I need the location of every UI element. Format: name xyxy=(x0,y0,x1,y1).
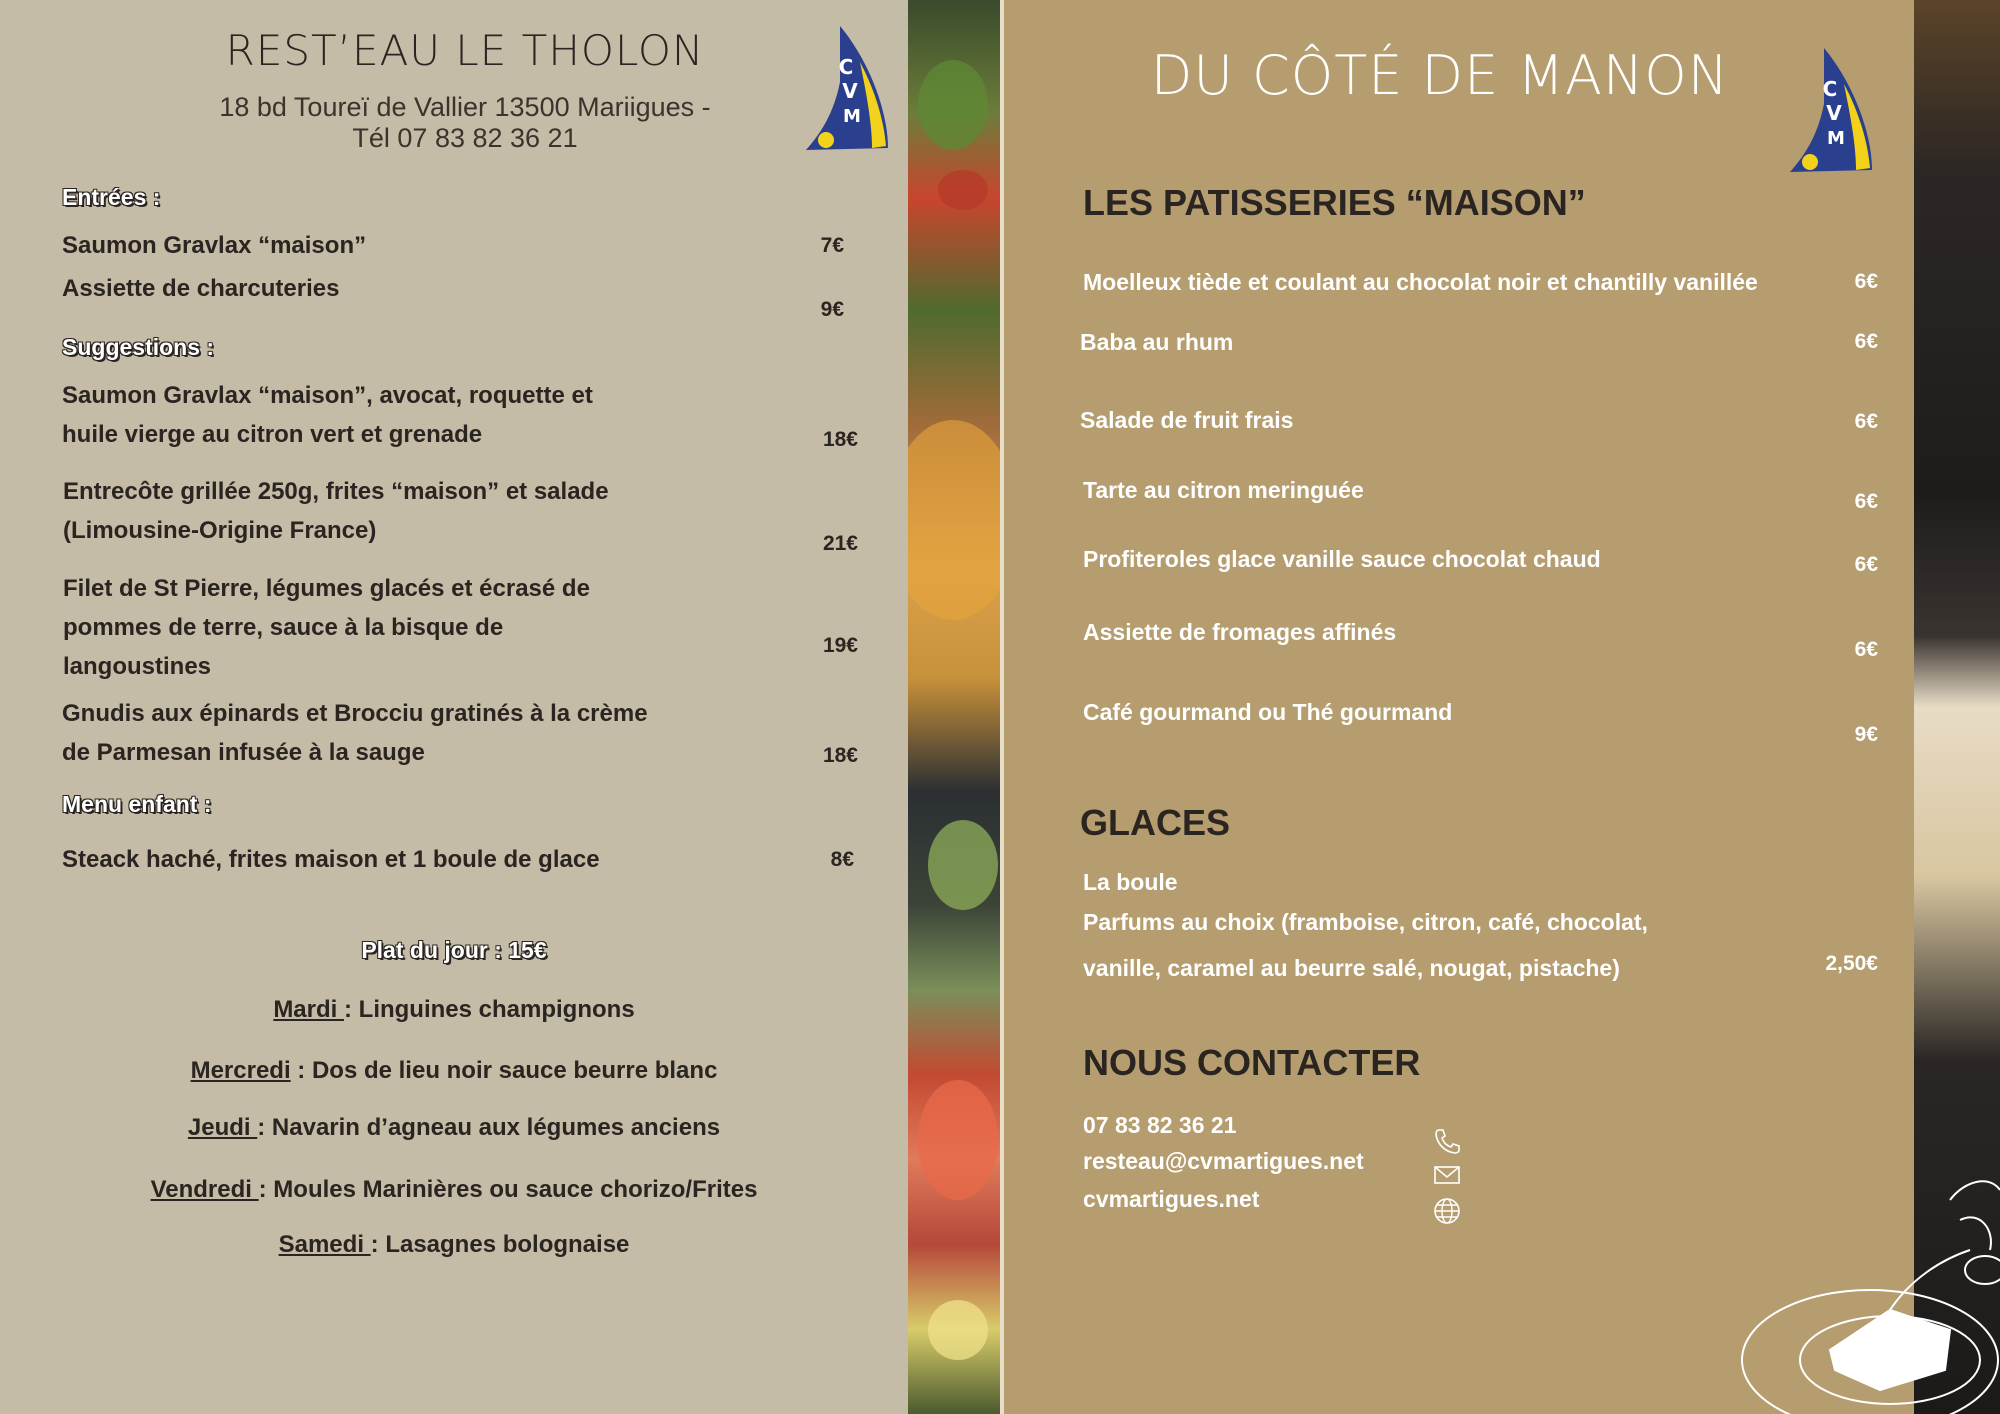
item-line: de Parmesan infusée à la sauge xyxy=(62,739,425,766)
day-name: Mercredi xyxy=(190,1057,291,1084)
menu-item: Assiette de fromages affinés xyxy=(1083,619,1397,645)
item-line: langoustines xyxy=(63,653,212,680)
contact-email[interactable]: resteau@cvmartigues.net xyxy=(1083,1148,1364,1174)
dessert-line-illustration xyxy=(1740,1160,2000,1414)
menu-item-price: 9€ xyxy=(1854,723,1878,746)
item-line: Gnudis aux épinards et Brocciu gratinés à la crème xyxy=(62,700,648,727)
day-name: Jeudi xyxy=(187,1114,258,1141)
cvm-sail-logo xyxy=(1784,44,1876,176)
glaces-line: Parfums au choix (framboise, citron, café, chocolat, xyxy=(1083,909,1648,935)
day-name: Samedi xyxy=(278,1231,371,1258)
menu-item-price: 8€ xyxy=(830,848,854,871)
menu-item: Baba au rhum xyxy=(1080,329,1234,355)
menu-item-price: 6€ xyxy=(1854,410,1878,433)
svg-text:M: M xyxy=(843,106,861,127)
suggestions-label: Suggestions : xyxy=(62,334,215,360)
restaurant-address xyxy=(150,92,780,154)
menu-item xyxy=(62,694,662,772)
plat-du-jour-row xyxy=(0,996,908,1024)
menu-item-price: 6€ xyxy=(1854,553,1878,576)
menu-item-price: 21€ xyxy=(822,532,858,555)
menu-item-price: 6€ xyxy=(1854,270,1878,293)
item-line: (Limousine-Origine France) xyxy=(63,517,377,544)
menu-item-price: 6€ xyxy=(1854,490,1878,513)
entrees-label: Entrées : xyxy=(62,184,161,210)
patisseries-heading: LES PATISSERIES “MAISON” xyxy=(1083,182,1586,223)
item-line: Saumon Gravlax “maison”, avocat, roquette et xyxy=(62,382,593,409)
item-line: Filet de St Pierre, légumes glacés et écrasé de xyxy=(63,575,590,602)
address-line: 18 bd Toureï de Vallier 13500 Mariigues - xyxy=(219,92,711,122)
menu-item-price: 18€ xyxy=(822,428,858,451)
day-name: Vendredi xyxy=(150,1176,259,1203)
menu-item-price: 7€ xyxy=(820,234,844,257)
globe-icon xyxy=(1432,1196,1462,1226)
dish-name: : Linguines champignons xyxy=(344,996,635,1023)
plat-du-jour-title: Plat du jour : 15€ xyxy=(361,937,547,963)
glaces-line: La boule xyxy=(1083,869,1178,895)
mail-icon xyxy=(1432,1160,1462,1190)
menu-item: Profiteroles glace vanille sauce chocolat chaud xyxy=(1083,546,1601,572)
food-photo-strip xyxy=(908,0,1000,1414)
contact-heading: NOUS CONTACTER xyxy=(1083,1042,1421,1083)
phone-line: Tél 07 83 82 36 21 xyxy=(352,123,578,153)
contact-website[interactable]: cvmartigues.net xyxy=(1083,1186,1260,1212)
restaurant-title: REST’EAU LE THOLON xyxy=(225,26,705,75)
menu-item-price: 18€ xyxy=(822,744,858,767)
svg-text:M: M xyxy=(1827,128,1845,149)
dish-name: : Navarin d’agneau aux légumes anciens xyxy=(257,1114,721,1141)
plat-du-jour-row xyxy=(0,1057,908,1085)
menu-item: Tarte au citron meringuée xyxy=(1083,477,1364,503)
cvm-sail-logo xyxy=(800,22,892,154)
day-name: Mardi xyxy=(273,996,344,1023)
menu-item: Assiette de charcuteries xyxy=(62,275,340,302)
item-line: pommes de terre, sauce à la bisque de xyxy=(63,614,504,641)
contact-phone[interactable]: 07 83 82 36 21 xyxy=(1083,1112,1237,1138)
menu-item xyxy=(63,472,663,550)
right-page-title: DU CÔTÉ DE MANON xyxy=(1150,44,1730,107)
plat-du-jour-row xyxy=(0,1176,908,1204)
glaces-heading: GLACES xyxy=(1080,802,1231,843)
menu-item-price: 6€ xyxy=(1854,330,1878,353)
menu-item xyxy=(62,376,662,454)
phone-icon xyxy=(1432,1126,1462,1156)
dish-name: : Dos de lieu noir sauce beurre blanc xyxy=(290,1057,718,1084)
glaces-line: vanille, caramel au beurre salé, nougat, pistache) xyxy=(1083,955,1620,981)
menu-item-price: 19€ xyxy=(822,634,858,657)
menu-item-price: 6€ xyxy=(1854,638,1878,661)
dish-name: : Moules Marinières ou sauce chorizo/Frites xyxy=(258,1176,758,1203)
menu-item: Moelleux tiède et coulant au chocolat noir et chantilly vanillée xyxy=(1083,269,1758,295)
menu-item: Café gourmand ou Thé gourmand xyxy=(1083,699,1453,725)
glaces-price: 2,50€ xyxy=(1825,952,1878,975)
menu-item: Steack haché, frites maison et 1 boule de glace xyxy=(62,846,600,873)
menu-item: Saumon Gravlax “maison” xyxy=(62,232,367,259)
svg-text:V: V xyxy=(842,79,858,103)
plat-du-jour-row xyxy=(0,1114,908,1142)
dish-name: : Lasagnes bolognaise xyxy=(370,1231,630,1258)
svg-text:C: C xyxy=(838,55,854,79)
menu-enfant-label: Menu enfant : xyxy=(62,791,212,817)
svg-text:C: C xyxy=(1822,77,1838,101)
menu-item-price: 9€ xyxy=(820,298,844,321)
menu-item xyxy=(63,569,663,686)
svg-text:V: V xyxy=(1826,101,1842,125)
item-line: huile vierge au citron vert et grenade xyxy=(62,421,483,448)
item-line: Entrecôte grillée 250g, frites “maison” et salade xyxy=(63,478,609,505)
plat-du-jour-row xyxy=(0,1231,908,1259)
menu-item: Salade de fruit frais xyxy=(1080,407,1294,433)
